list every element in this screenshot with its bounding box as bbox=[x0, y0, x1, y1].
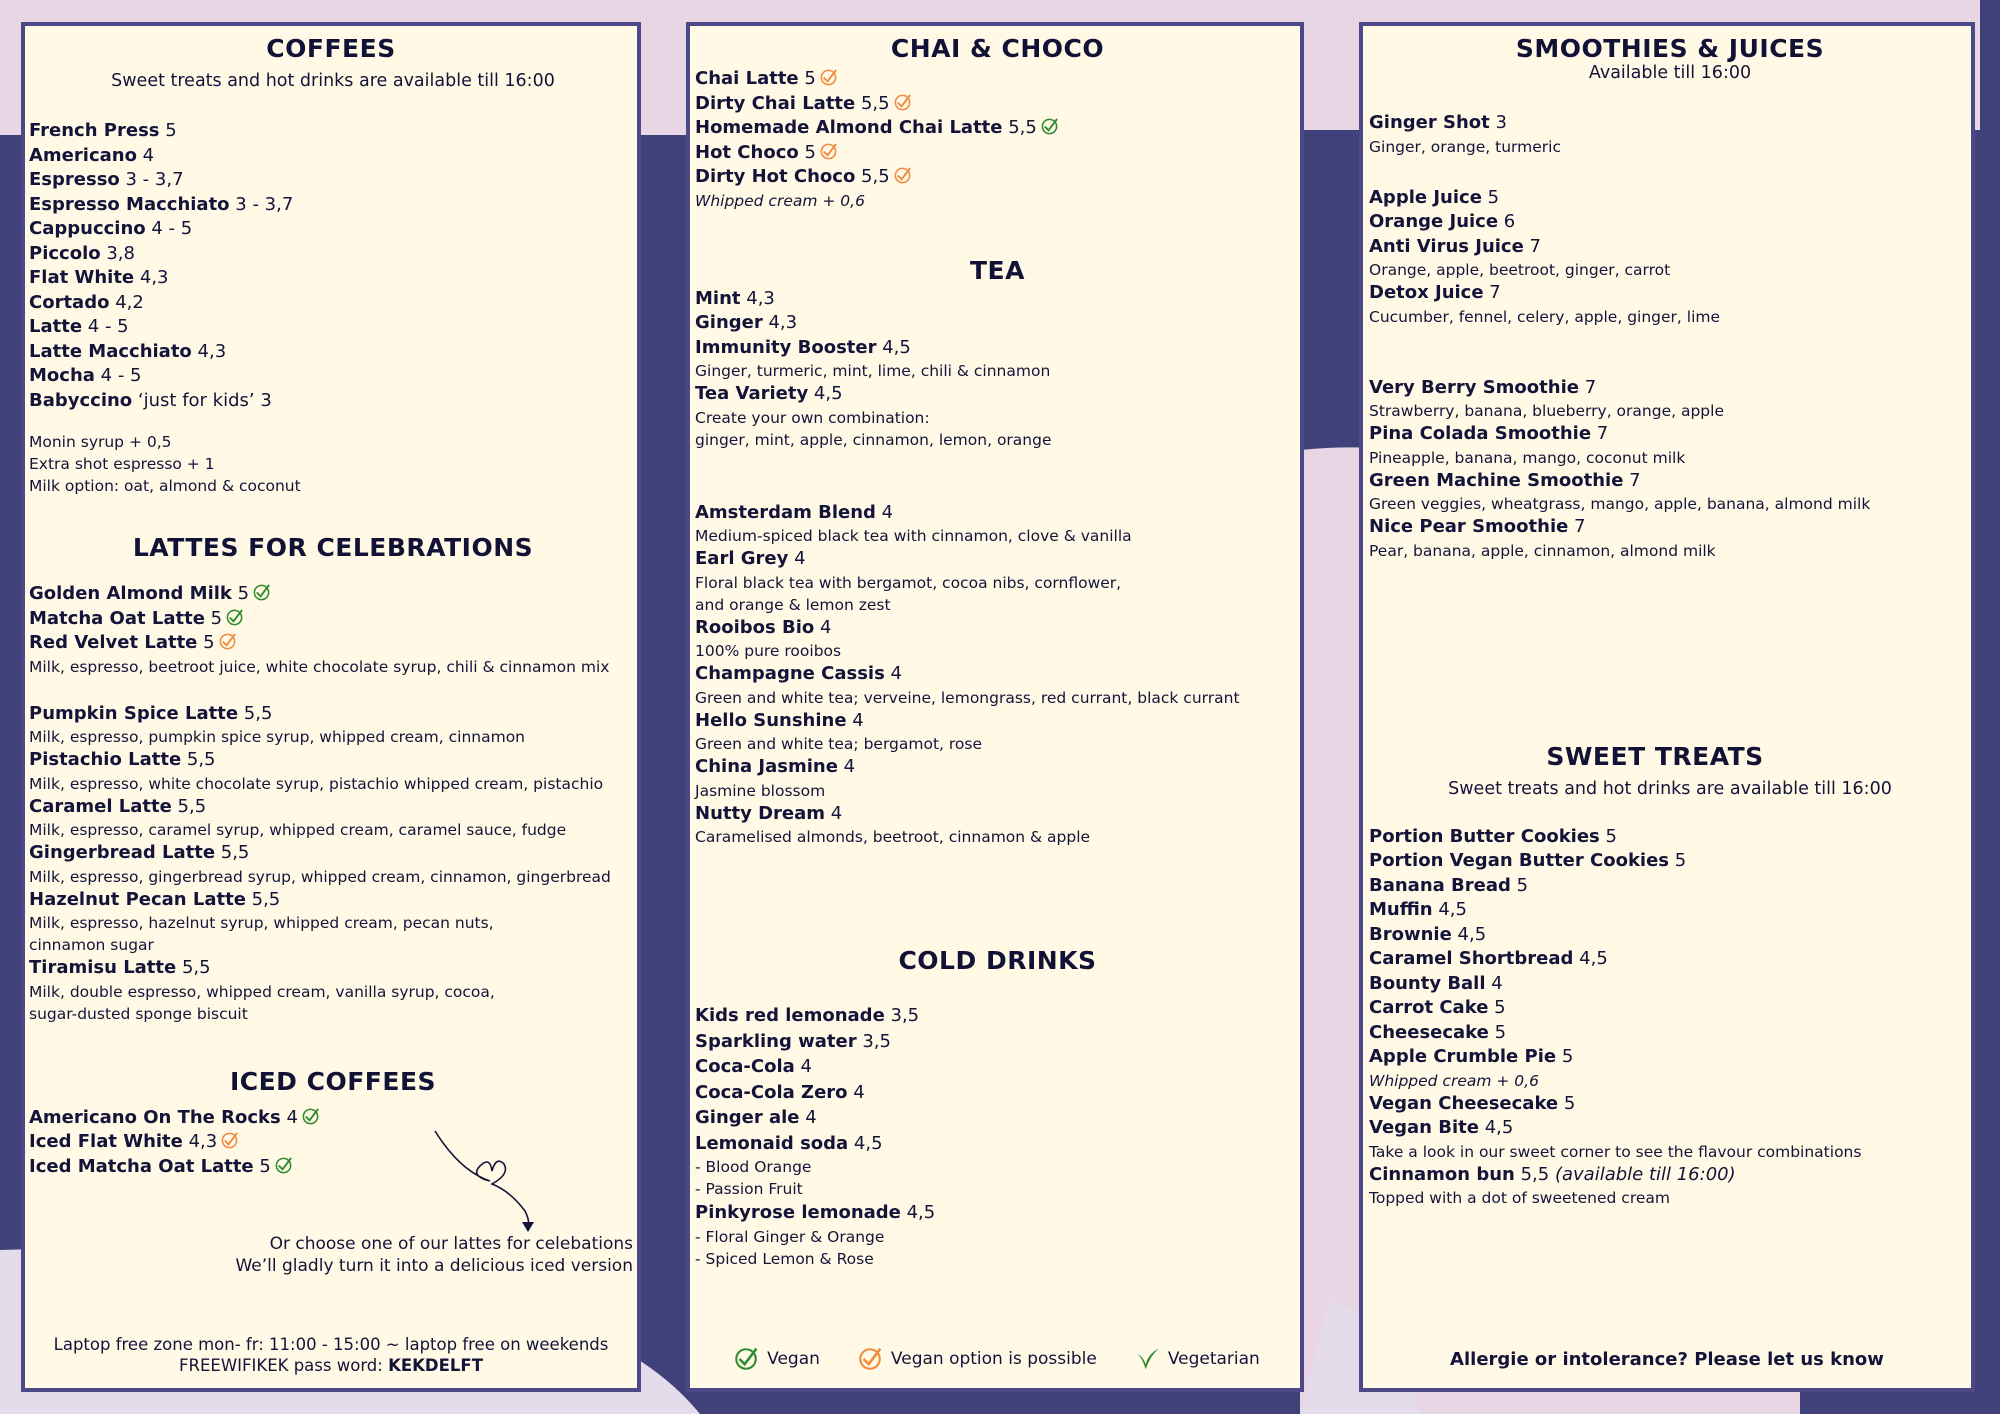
menu-item bbox=[1369, 923, 1971, 948]
item-name: Ginger bbox=[695, 312, 763, 333]
item-name: Flat White bbox=[29, 267, 135, 288]
vegan-icon bbox=[301, 1107, 320, 1126]
coffee-list bbox=[29, 119, 637, 413]
menu-item bbox=[695, 1200, 1300, 1226]
item-price: 5 bbox=[798, 68, 816, 89]
cold-title: COLD DRINKS bbox=[898, 946, 1097, 975]
item-price: 5 bbox=[1488, 997, 1506, 1018]
menu-item bbox=[695, 311, 1300, 336]
item-name: Brownie bbox=[1369, 923, 1452, 945]
item-price: 4,5 bbox=[808, 383, 843, 404]
item-price: 5 bbox=[1488, 1021, 1507, 1043]
vegan-option-icon bbox=[218, 632, 237, 651]
item-price-note: (available till 16:00) bbox=[1549, 1163, 1736, 1185]
item-description: Caramelised almonds, beetroot, cinnamon & apple bbox=[695, 828, 1091, 846]
item-description: Cucumber, fennel, celery, apple, ginger, lime bbox=[1369, 307, 1721, 326]
item-variant: - Passion Fruit bbox=[695, 1180, 803, 1198]
menu-item bbox=[29, 888, 637, 913]
item-name: Caramel Shortbread bbox=[1369, 948, 1574, 969]
item-name: Anti Virus Juice bbox=[1369, 235, 1524, 257]
vegan-option-icon bbox=[220, 1131, 239, 1150]
menu-item bbox=[695, 336, 1300, 361]
item-price: 5,5 bbox=[238, 702, 273, 724]
celebrations-title: LATTES FOR CELEBRATIONS bbox=[132, 533, 534, 562]
menu-item bbox=[1369, 874, 1971, 899]
item-name: Pumpkin Spice Latte bbox=[29, 702, 239, 724]
legend-vegan-option bbox=[854, 1346, 1097, 1372]
panel-coffees bbox=[21, 22, 641, 1392]
coffee-extra: Milk option: oat, almond & coconut bbox=[29, 477, 301, 495]
menu-item bbox=[29, 631, 637, 656]
item-name: Bounty Ball bbox=[1369, 972, 1486, 994]
menu-item bbox=[695, 547, 1300, 572]
smoothies-subtitle: Available till 16:00 bbox=[1588, 63, 1752, 83]
item-name: China Jasmine bbox=[695, 756, 838, 777]
chai-title: CHAI & CHOCO bbox=[890, 34, 1105, 63]
item-name: Muffin bbox=[1369, 899, 1433, 920]
menu-item bbox=[29, 841, 637, 866]
item-price: 5,5 bbox=[855, 166, 890, 187]
item-name: Iced Matcha Oat Latte bbox=[29, 1155, 254, 1177]
item-name: Piccolo bbox=[29, 242, 101, 264]
item-description: cinnamon sugar bbox=[29, 936, 154, 954]
menu-item bbox=[29, 795, 637, 820]
menu-item bbox=[695, 616, 1300, 641]
menu-item bbox=[1369, 1116, 1971, 1141]
menu-item bbox=[29, 144, 637, 169]
menu-item bbox=[1369, 996, 1971, 1021]
item-name: Cortado bbox=[29, 291, 110, 313]
item-price: 5 bbox=[253, 1155, 271, 1177]
item-variant: - Floral Ginger & Orange bbox=[695, 1227, 885, 1246]
item-name: Hello Sunshine bbox=[695, 709, 847, 731]
item-price: 7 bbox=[1483, 282, 1501, 303]
item-price: 5 bbox=[197, 632, 215, 653]
iced-note-1: Or choose one of our lattes for celebations bbox=[269, 1234, 633, 1254]
item-name: Apple Crumble Pie bbox=[1369, 1046, 1557, 1067]
item-name: Hot Choco bbox=[695, 141, 799, 163]
sweet-list bbox=[1369, 825, 1971, 1210]
menu-item bbox=[29, 119, 637, 144]
item-price: 4,3 bbox=[134, 267, 169, 288]
item-name: Apple Juice bbox=[1369, 186, 1482, 208]
item-name: Carrot Cake bbox=[1369, 997, 1489, 1018]
item-name: Vegan Cheesecake bbox=[1369, 1092, 1559, 1114]
item-description: Medium-spiced black tea with cinnamon, clove & vanilla bbox=[695, 527, 1132, 545]
item-name: Coca-Cola bbox=[695, 1056, 795, 1077]
menu-item bbox=[29, 291, 637, 316]
item-name: Amsterdam Blend bbox=[695, 501, 876, 523]
legend-vegan-label: Vegan bbox=[767, 1349, 820, 1369]
menu-item bbox=[29, 315, 637, 340]
vegan-icon bbox=[1040, 117, 1059, 136]
coffee-extra: Extra shot espresso + 1 bbox=[29, 455, 215, 473]
item-price: ‘just for kids’ 3 bbox=[132, 389, 272, 411]
item-price: 4 bbox=[847, 1081, 865, 1103]
item-description: Create your own combination: bbox=[695, 408, 930, 427]
item-price: 4 - 5 bbox=[145, 218, 193, 239]
menu-item bbox=[1369, 1163, 1971, 1188]
menu-item bbox=[1369, 281, 1971, 306]
menu-item bbox=[695, 662, 1300, 687]
item-price: 5 bbox=[1481, 186, 1500, 208]
item-price: 6 bbox=[1498, 211, 1516, 232]
laptop-footer bbox=[25, 1334, 637, 1376]
item-name: Golden Almond Milk bbox=[29, 583, 232, 604]
item-price: 4 bbox=[788, 548, 806, 569]
item-price: 5 bbox=[1558, 1092, 1576, 1114]
wifi-password: KEKDELFT bbox=[388, 1356, 483, 1375]
ginger-shot bbox=[1369, 111, 1971, 158]
vegan-icon bbox=[225, 608, 244, 627]
item-price: 5 bbox=[204, 607, 223, 629]
item-variant: - Blood Orange bbox=[695, 1158, 812, 1176]
item-name: Homemade Almond Chai Latte bbox=[695, 117, 1003, 138]
menu-item bbox=[695, 709, 1300, 734]
item-price: 3 - 3,7 bbox=[119, 169, 184, 190]
item-price: 5,5 bbox=[176, 957, 211, 978]
item-description: Milk, espresso, gingerbread syrup, whipped cream, cinnamon, gingerbread bbox=[29, 867, 611, 886]
item-description: Orange, apple, beetroot, ginger, carrot bbox=[1369, 261, 1671, 279]
chai-extra: Whipped cream + 0,6 bbox=[695, 191, 865, 210]
item-price: 5 bbox=[798, 141, 816, 163]
item-name: Matcha Oat Latte bbox=[29, 607, 205, 629]
item-price: 4,3 bbox=[762, 312, 798, 333]
item-name: Cappuccino bbox=[29, 218, 146, 239]
item-name: Vegan Bite bbox=[1369, 1117, 1479, 1138]
menu-item bbox=[695, 165, 1300, 190]
item-price: 4 bbox=[136, 144, 155, 166]
allergy-note: Allergie or intolerance? Please let us know bbox=[1450, 1349, 1884, 1370]
item-price: 4 bbox=[884, 663, 902, 684]
menu-item bbox=[29, 340, 637, 365]
coffee-extra: Monin syrup + 0,5 bbox=[29, 433, 172, 451]
item-description: Topped with a dot of sweetened cream bbox=[1369, 1189, 1670, 1207]
menu-item bbox=[29, 168, 637, 193]
menu-item bbox=[29, 266, 637, 291]
cold-list bbox=[695, 1003, 1300, 1270]
item-description: Green veggies, wheatgrass, mango, apple, banana, almond milk bbox=[1369, 495, 1871, 513]
item-price: 4,5 bbox=[1451, 923, 1487, 945]
item-name: Nice Pear Smoothie bbox=[1369, 516, 1569, 537]
menu-item bbox=[695, 116, 1300, 141]
item-name: Red Velvet Latte bbox=[29, 632, 198, 653]
vegan-option-icon bbox=[819, 142, 838, 161]
item-price: 4,5 bbox=[1432, 899, 1467, 920]
menu-item bbox=[695, 1003, 1300, 1029]
item-price: 3,5 bbox=[856, 1030, 891, 1052]
item-name: Dirty Hot Choco bbox=[695, 166, 856, 187]
item-price: 7 bbox=[1591, 423, 1609, 444]
menu-item bbox=[1369, 898, 1971, 923]
menu-item bbox=[1369, 235, 1971, 260]
menu-item bbox=[1369, 210, 1971, 235]
item-name: Gingerbread Latte bbox=[29, 842, 216, 863]
item-price: 4,5 bbox=[1573, 948, 1608, 969]
diet-legend bbox=[690, 1346, 1300, 1372]
panel-smoothies-sweets bbox=[1359, 22, 1975, 1392]
vegan-icon bbox=[252, 583, 271, 602]
item-description: Take a look in our sweet corner to see the flavour combinations bbox=[1369, 1142, 1862, 1161]
item-name: Iced Flat White bbox=[29, 1131, 183, 1152]
item-name: Mocha bbox=[29, 365, 95, 386]
item-price: 7 bbox=[1523, 235, 1541, 257]
spacer bbox=[29, 678, 637, 702]
item-name: Hazelnut Pecan Latte bbox=[29, 888, 246, 910]
item-name: Espresso bbox=[29, 169, 120, 190]
celebration-list bbox=[29, 582, 637, 1025]
item-name: Banana Bread bbox=[1369, 874, 1511, 896]
item-name: Americano On The Rocks bbox=[29, 1106, 281, 1128]
menu-item bbox=[29, 582, 637, 607]
legend-vegetarian bbox=[1131, 1346, 1260, 1372]
item-description: Green and white tea; verveine, lemongrass, red currant, black currant bbox=[695, 688, 1240, 707]
item-price: 4 - 5 bbox=[94, 365, 142, 386]
menu-item bbox=[695, 92, 1300, 117]
menu-item bbox=[29, 748, 637, 773]
menu-item bbox=[1369, 515, 1971, 540]
item-description: Whipped cream + 0,6 bbox=[1369, 1071, 1539, 1090]
menu-item bbox=[695, 382, 1300, 407]
item-name: Dirty Chai Latte bbox=[695, 92, 856, 114]
item-price: 4 bbox=[875, 501, 894, 523]
item-description: Milk, espresso, white chocolate syrup, pistachio whipped cream, pistachio bbox=[29, 774, 604, 793]
coffee-extras bbox=[29, 431, 637, 497]
item-name: Ginger Shot bbox=[1369, 112, 1490, 133]
item-description: Pear, banana, apple, cinnamon, almond milk bbox=[1369, 541, 1716, 560]
item-description: Ginger, orange, turmeric bbox=[1369, 137, 1561, 156]
tea-title: TEA bbox=[970, 255, 1025, 285]
item-description: Milk, espresso, hazelnut syrup, whipped cream, pecan nuts, bbox=[29, 914, 494, 932]
item-price: 4,3 bbox=[182, 1131, 218, 1152]
item-description: 100% pure rooibos bbox=[695, 642, 842, 660]
item-name: Detox Juice bbox=[1369, 282, 1484, 303]
item-price: 4,3 bbox=[191, 340, 227, 362]
tea-list-b bbox=[695, 501, 1300, 849]
item-name: Champagne Cassis bbox=[695, 663, 885, 684]
item-price: 5,5 bbox=[1002, 117, 1037, 138]
menu-item bbox=[695, 1029, 1300, 1055]
item-price: 4 - 5 bbox=[82, 316, 129, 337]
chai-list bbox=[695, 67, 1300, 190]
item-description: Milk, espresso, caramel syrup, whipped cream, caramel sauce, fudge bbox=[29, 821, 567, 839]
item-name: Chai Latte bbox=[695, 68, 799, 89]
item-price: 4 bbox=[799, 1107, 817, 1128]
item-name: Earl Grey bbox=[695, 548, 789, 569]
menu-item bbox=[1369, 1045, 1971, 1070]
smoothie-list bbox=[1369, 376, 1971, 562]
item-price: 4 bbox=[280, 1106, 298, 1128]
legend-vegetarian-label: Vegetarian bbox=[1167, 1349, 1260, 1369]
item-price: 3 - 3,7 bbox=[229, 193, 294, 215]
item-name: Latte Macchiato bbox=[29, 340, 192, 362]
coffees-title: COFFEES bbox=[266, 34, 396, 63]
menu-item bbox=[29, 193, 637, 218]
item-description: ginger, mint, apple, cinnamon, lemon, orange bbox=[695, 430, 1052, 449]
item-price: 4 bbox=[814, 616, 832, 638]
juice-list bbox=[1369, 186, 1971, 328]
item-name: Orange Juice bbox=[1369, 211, 1499, 232]
item-name: Americano bbox=[29, 144, 137, 166]
laptop-free-text: Laptop free zone mon- fr: 11:00 - 15:00 ~ laptop free on weekends bbox=[53, 1335, 609, 1354]
smoothies-title: SMOOTHIES & JUICES bbox=[1515, 34, 1825, 63]
menu-item bbox=[695, 67, 1300, 92]
iced-title: ICED COFFEES bbox=[229, 1066, 437, 1096]
item-name: Mint bbox=[695, 287, 741, 309]
item-price: 5,5 bbox=[215, 842, 250, 863]
sweets-title: SWEET TREATS bbox=[1546, 741, 1764, 771]
item-description: Strawberry, banana, blueberry, orange, apple bbox=[1369, 402, 1724, 420]
menu-item bbox=[29, 242, 637, 267]
vegan-option-icon bbox=[893, 93, 912, 112]
item-price: 7 bbox=[1568, 516, 1586, 537]
item-price: 4,5 bbox=[876, 336, 911, 358]
item-price: 3,8 bbox=[100, 242, 135, 264]
item-name: Latte bbox=[29, 316, 83, 337]
item-name: Coca-Cola Zero bbox=[695, 1081, 848, 1103]
menu-item bbox=[1369, 972, 1971, 997]
item-name: Cheesecake bbox=[1369, 1021, 1489, 1043]
item-name: Caramel Latte bbox=[29, 795, 172, 817]
menu-item bbox=[1369, 849, 1971, 874]
item-name: Babyccino bbox=[29, 389, 133, 411]
item-description: Floral black tea with bergamot, cocoa nibs, cornflower, bbox=[695, 573, 1122, 592]
item-name: Pistachio Latte bbox=[29, 749, 182, 770]
menu-item bbox=[695, 1131, 1300, 1157]
item-name: French Press bbox=[29, 120, 160, 141]
menu-item bbox=[695, 287, 1300, 312]
item-price: 4 bbox=[825, 802, 843, 824]
item-price: 5 bbox=[1510, 874, 1529, 896]
menu-item bbox=[695, 1080, 1300, 1106]
item-price: 7 bbox=[1623, 469, 1641, 491]
vegan-option-icon bbox=[857, 1346, 883, 1372]
item-price: 4 bbox=[837, 756, 856, 777]
wifi-line bbox=[25, 1355, 637, 1376]
item-description: sugar-dusted sponge biscuit bbox=[29, 1004, 248, 1023]
heart-arrow-doodle bbox=[430, 1126, 550, 1236]
item-name: Kids red lemonade bbox=[695, 1005, 885, 1026]
item-price: 5,5 bbox=[245, 888, 281, 910]
item-price: 4,2 bbox=[109, 291, 144, 313]
item-price: 3 bbox=[1489, 112, 1507, 133]
menu-item bbox=[1369, 111, 1971, 136]
panel-chai-tea-cold bbox=[686, 22, 1304, 1392]
sweets-note: Sweet treats and hot drinks are available till 16:00 bbox=[1448, 778, 1892, 799]
item-price: 5,5 bbox=[181, 749, 216, 770]
item-price: 4,5 bbox=[848, 1132, 883, 1154]
item-name: Cinnamon bun bbox=[1369, 1163, 1515, 1185]
item-price: 4 bbox=[846, 709, 864, 731]
item-description: Green and white tea; bergamot, rose bbox=[695, 735, 983, 753]
item-description: Milk, espresso, beetroot juice, white chocolate syrup, chili & cinnamon mix bbox=[29, 657, 610, 676]
item-price: 5 bbox=[1669, 850, 1687, 871]
item-name: Pinkyrose lemonade bbox=[695, 1202, 901, 1223]
menu-item bbox=[1369, 1021, 1971, 1046]
item-description: Ginger, turmeric, mint, lime, chili & cinnamon bbox=[695, 362, 1051, 380]
menu-item bbox=[1369, 947, 1971, 972]
item-name: Tiramisu Latte bbox=[29, 957, 177, 978]
vegan-icon bbox=[733, 1346, 759, 1372]
item-name: Portion Butter Cookies bbox=[1369, 825, 1600, 847]
menu-item bbox=[695, 1054, 1300, 1080]
item-name: Very Berry Smoothie bbox=[1369, 376, 1579, 398]
vegan-option-icon bbox=[893, 166, 912, 185]
item-price: 5 bbox=[159, 120, 177, 141]
item-price: 4,5 bbox=[1478, 1117, 1514, 1138]
item-name: Immunity Booster bbox=[695, 336, 877, 358]
item-price: 4 bbox=[794, 1056, 812, 1077]
menu-item bbox=[695, 1105, 1300, 1131]
item-description: Milk, espresso, pumpkin spice syrup, whipped cream, cinnamon bbox=[29, 728, 526, 746]
menu-item bbox=[29, 364, 637, 389]
item-description: Milk, double espresso, whipped cream, vanilla syrup, cocoa, bbox=[29, 982, 495, 1001]
item-price: 4 bbox=[1485, 972, 1503, 994]
item-name: Lemonaid soda bbox=[695, 1132, 849, 1154]
item-name: Portion Vegan Butter Cookies bbox=[1369, 850, 1670, 871]
menu-item bbox=[29, 607, 637, 632]
item-description: and orange & lemon zest bbox=[695, 595, 891, 614]
wifi-prefix: FREEWIFIKEK pass word: bbox=[179, 1356, 389, 1375]
vegetarian-leaf-icon bbox=[1134, 1346, 1160, 1372]
menu-item bbox=[29, 217, 637, 242]
item-price: 5,5 bbox=[171, 795, 207, 817]
item-price: 5 bbox=[1556, 1046, 1574, 1067]
legend-vegan bbox=[730, 1346, 820, 1372]
item-name: Ginger ale bbox=[695, 1107, 800, 1128]
item-price: 7 bbox=[1578, 376, 1597, 398]
item-price: 4,5 bbox=[900, 1202, 936, 1223]
item-price: 5,5 bbox=[855, 92, 890, 114]
item-name: Nutty Dream bbox=[695, 802, 826, 824]
item-description: Jasmine blossom bbox=[695, 781, 826, 800]
menu-item bbox=[695, 802, 1300, 827]
item-name: Rooibos Bio bbox=[695, 616, 815, 638]
item-name: Tea Variety bbox=[695, 383, 809, 404]
menu-item bbox=[1369, 469, 1971, 494]
item-name: Espresso Macchiato bbox=[29, 193, 230, 215]
iced-note-2: We’ll gladly turn it into a delicious iced version bbox=[235, 1256, 633, 1276]
item-price: 5,5 bbox=[1514, 1163, 1550, 1185]
coffees-note: Sweet treats and hot drinks are available till 16:00 bbox=[111, 71, 555, 91]
menu-item bbox=[1369, 422, 1971, 447]
item-name: Green Machine Smoothie bbox=[1369, 469, 1624, 491]
legend-vegan-option-label: Vegan option is possible bbox=[890, 1349, 1097, 1369]
item-name: Sparkling water bbox=[695, 1030, 857, 1052]
menu-item bbox=[695, 141, 1300, 166]
tea-list-a bbox=[695, 287, 1300, 451]
item-description: Pineapple, banana, mango, coconut milk bbox=[1369, 448, 1686, 467]
menu-item bbox=[695, 755, 1300, 780]
item-name: Pina Colada Smoothie bbox=[1369, 423, 1592, 444]
menu-item bbox=[29, 389, 637, 414]
menu-item bbox=[29, 702, 637, 727]
menu-item bbox=[1369, 1092, 1971, 1117]
item-price: 4,3 bbox=[740, 287, 775, 309]
menu-item bbox=[1369, 825, 1971, 850]
item-price: 5 bbox=[231, 583, 250, 604]
menu-item bbox=[695, 501, 1300, 526]
item-variant: - Spiced Lemon & Rose bbox=[695, 1249, 874, 1268]
menu-item bbox=[1369, 186, 1971, 211]
menu-item bbox=[1369, 376, 1971, 401]
item-price: 5 bbox=[1599, 825, 1617, 847]
vegan-icon bbox=[274, 1156, 293, 1175]
menu-item bbox=[29, 956, 637, 981]
item-price: 3,5 bbox=[884, 1005, 920, 1026]
vegan-option-icon bbox=[819, 68, 838, 87]
